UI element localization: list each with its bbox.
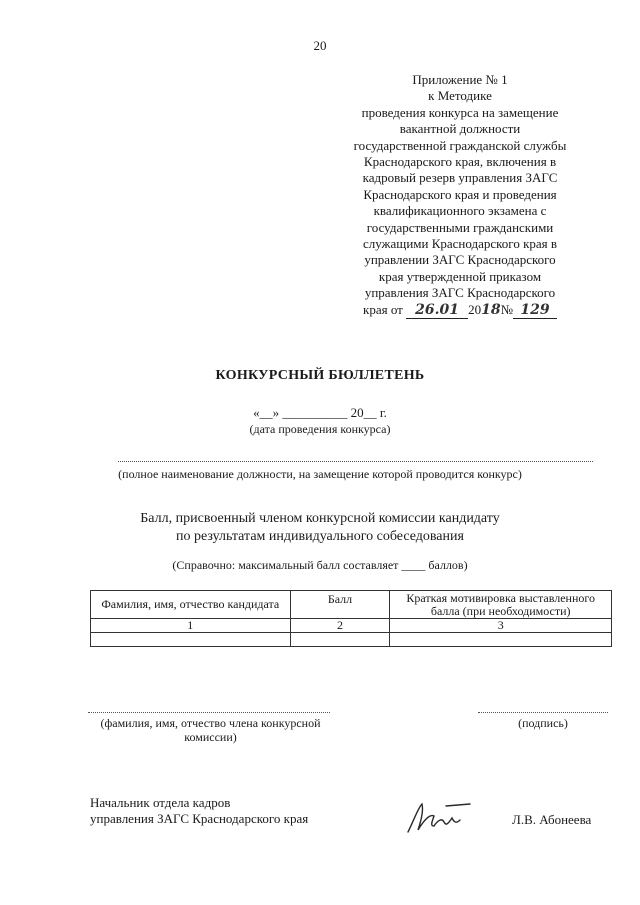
column-header: Балл — [290, 591, 390, 619]
order-year: 18 — [481, 301, 501, 318]
page-number: 20 — [313, 38, 327, 53]
table-cell — [91, 633, 291, 647]
score-table — [90, 590, 612, 647]
head-position-line: управления ЗАГС Краснодарского края — [90, 811, 309, 826]
appendix-line: Краснодарского края, включения в — [363, 154, 557, 170]
order-number-field — [513, 302, 557, 319]
appendix-line: вакантной должности — [399, 121, 521, 137]
appendix-line: государственными гражданскими — [366, 219, 554, 235]
column-number: 3 — [390, 619, 612, 633]
appendix-block — [340, 72, 580, 319]
member-name-caption: (фамилия, имя, отчество члена конкурсной комиссии) — [100, 716, 321, 744]
order-date: 26.01 — [415, 301, 460, 318]
table-cell — [390, 633, 612, 647]
handwritten-signature — [400, 798, 480, 838]
contest-date-caption: (дата проведения конкурса) — [249, 422, 391, 436]
appendix-line: управлении ЗАГС Краснодарского — [364, 252, 556, 268]
order-date-field — [406, 302, 468, 319]
order-line — [340, 302, 580, 319]
position-caption: (полное наименование должности, на замещение которой проводится конкурс) — [118, 467, 522, 481]
column-header: Фамилия, имя, отчество кандидата — [91, 591, 291, 619]
signature-caption: (подпись) — [518, 716, 568, 730]
table-cell — [290, 633, 390, 647]
column-header: Краткая мотивировка выставленного балла (при необходимости) — [390, 591, 612, 619]
appendix-line: квалификационного экзамена с — [373, 203, 547, 219]
appendix-line: служащими Краснодарского края в — [362, 236, 558, 252]
appendix-line: кадровый резерв управления ЗАГС — [362, 170, 558, 186]
signature-fill-line — [478, 712, 608, 713]
table-row — [91, 633, 612, 647]
score-heading-line: Балл, присвоенный членом конкурсной комиссии кандидату — [140, 511, 500, 526]
contest-date-line: «__» __________ 20__ г. — [253, 405, 387, 420]
appendix-line: к Методике — [428, 88, 492, 104]
position-fill-line — [118, 461, 593, 462]
score-heading — [0, 510, 640, 546]
appendix-line: проведения конкурса на замещение — [361, 104, 559, 120]
table-number-row — [91, 619, 612, 633]
head-position — [90, 795, 308, 827]
appendix-line: края утвержденной приказом — [378, 268, 542, 284]
appendix-line: Приложение № 1 — [412, 72, 508, 87]
appendix-line: государственной гражданской службы — [353, 137, 567, 153]
appendix-line: Краснодарского края и проведения — [363, 186, 557, 202]
head-position-line: Начальник отдела кадров — [90, 795, 231, 810]
score-heading-line: по результатам индивидуального собеседования — [176, 529, 464, 544]
order-prefix: края от — [363, 301, 403, 317]
head-name: Л.В. Абонеева — [512, 812, 592, 827]
table-header-row — [91, 591, 612, 619]
order-number-sign: № — [500, 301, 513, 317]
column-number: 1 — [91, 619, 291, 633]
order-number: 129 — [520, 301, 550, 318]
order-year-prefix: 20 — [468, 301, 482, 317]
document-title: КОНКУРСНЫЙ БЮЛЛЕТЕНЬ — [215, 368, 425, 383]
column-number: 2 — [290, 619, 390, 633]
appendix-line: управления ЗАГС Краснодарского — [364, 285, 556, 301]
max-score-note: (Справочно: максимальный балл составляет ____ баллов) — [172, 558, 468, 572]
member-name-fill-line — [88, 712, 330, 713]
